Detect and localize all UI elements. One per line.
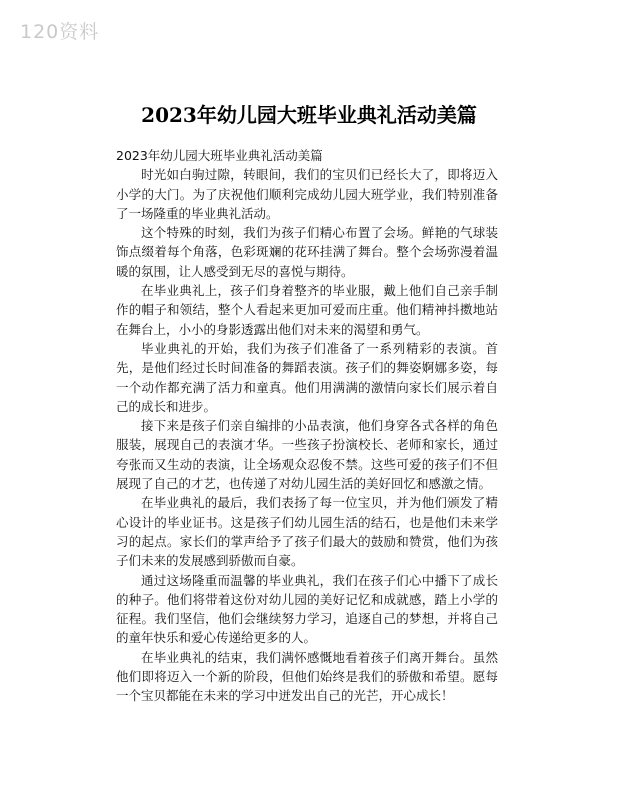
paragraph-intro: 时光如白驹过隙，转眼间，我们的宝贝们已经长大了，即将迈入小学的大门。为了庆祝他们顺利完成幼儿园大班学业，我们特别准备了一场隆重的毕业典礼活动。 [116,167,498,221]
watermark: 120资料 [20,21,100,43]
paragraph-venue: 这个特殊的时刻，我们为孩子们精心布置了会场。鲜艳的气球装饰点缀着每个角落，色彩斑斓的花环挂满了舞台。整个会场弥漫着温暖的氛围，让人感受到无尽的喜悦与期待。 [116,225,498,279]
paragraph-skit: 接下来是孩子们亲自编排的小品表演，他们身穿各式各样的角色服装，展现自己的表演才华。一些孩子扮演校长、老师和家长，通过夸张而又生动的表演，让全场观众忍俊不禁。这些可爱的孩子们不但展现了自己的才艺，也传递了对幼儿园生活的美好回忆和感激之情。 [116,418,498,492]
paragraph-certificates: 在毕业典礼的最后，我们表扬了每一位宝贝，并为他们颁发了精心设计的毕业证书。这是孩子们幼儿园生活的结石，也是他们未来学习的起点。家长们的掌声给予了孩子们最大的鼓励和赞赏，他们为孩子们未来的发展感到骄傲而自豪。 [116,495,498,569]
paragraph-dance: 毕业典礼的开始，我们为孩子们准备了一系列精彩的表演。首先，是他们经过长时间准备的舞蹈表演。孩子们的舞姿婀娜多姿，每一个动作都充满了活力和童真。他们用满满的激情向家长们展示着自己的成长和进步。 [116,340,498,414]
page-title: 2023年幼儿园大班毕业典礼活动美篇 [141,103,477,127]
paragraph-closing: 在毕业典礼的结束，我们满怀感慨地看着孩子们离开舞台。虽然他们即将迈入一个新的阶段，但他们始终是我们的骄傲和希望。愿每一个宝贝都能在未来的学习中迸发出自己的光芒，开心成长！ [116,649,498,704]
document-subtitle: 2023年幼儿园大班毕业典礼活动美篇 [116,148,323,163]
document-body [116,146,498,706]
paragraph-attire: 在毕业典礼上，孩子们身着整齐的毕业服，戴上他们自己亲手制作的帽子和领结，整个人看起来更加可爱而庄重。他们精神抖擞地站在舞台上，小小的身影透露出他们对未来的渴望和勇气。 [116,283,498,337]
paragraph-growth: 通过这场隆重而温馨的毕业典礼，我们在孩子们心中播下了成长的种子。他们将带着这份对幼儿园的美好记忆和成就感，踏上小学的征程。我们坚信，他们会继续努力学习，追逐自己的梦想，并将自己的童年快乐和爱心传递给更多的人。 [116,572,498,646]
